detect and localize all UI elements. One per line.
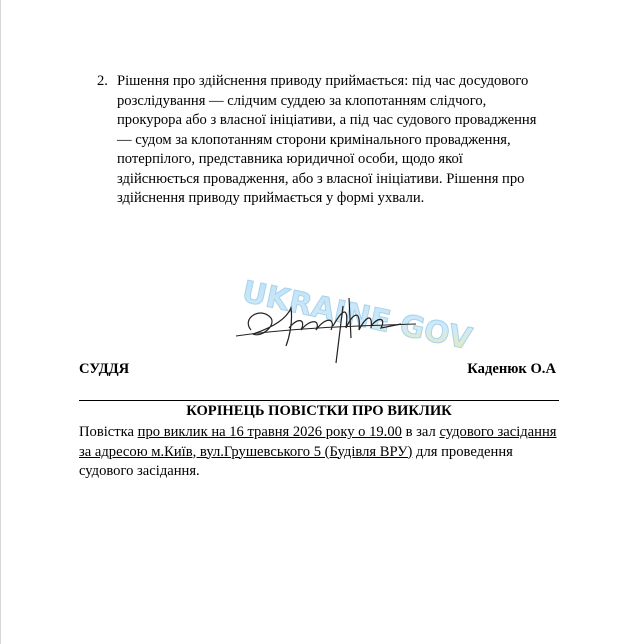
clause-item: [97, 72, 537, 209]
divider-line: [79, 400, 559, 401]
stub-text-part-5: для проведення судового засідання.: [79, 443, 513, 479]
stub-text-part-1: Повістка: [79, 424, 138, 440]
judge-name: Каденюк О.А: [467, 361, 556, 377]
signature-stamp: [231, 268, 475, 388]
stub-text: [79, 423, 559, 482]
clause-text: Рішення про здійснення приводу приймається: під час досудового розслідування — слідчим суддею за клопотанням слідчого, прокурора або з власної ініціативи, а під час судового провадження — судом за клопотанням сторони кримінального провадження, потерпілого, представника юридичної особи, щодо якої здійснюється провадження, або з власної ініціативи. Рішення про здійснення приводу приймається у формі ухвали.: [117, 73, 537, 206]
judge-label: СУДДЯ: [79, 361, 130, 377]
stub-date-time: про виклик на 16 травня 2026 року о 19.00: [137, 424, 402, 440]
clause-number: 2.: [97, 73, 108, 89]
stamp-text: UKRAINE GOV: [238, 274, 475, 358]
stub-address: судового засідання за адресою м.Київ, вул.Грушевського 5 (Будівля ВРУ): [79, 424, 557, 460]
stub-text-part-3: в зал: [401, 424, 440, 440]
stub-title: КОРІНЕЦЬ ПОВІСТКИ ПРО ВИКЛИК: [186, 403, 452, 419]
